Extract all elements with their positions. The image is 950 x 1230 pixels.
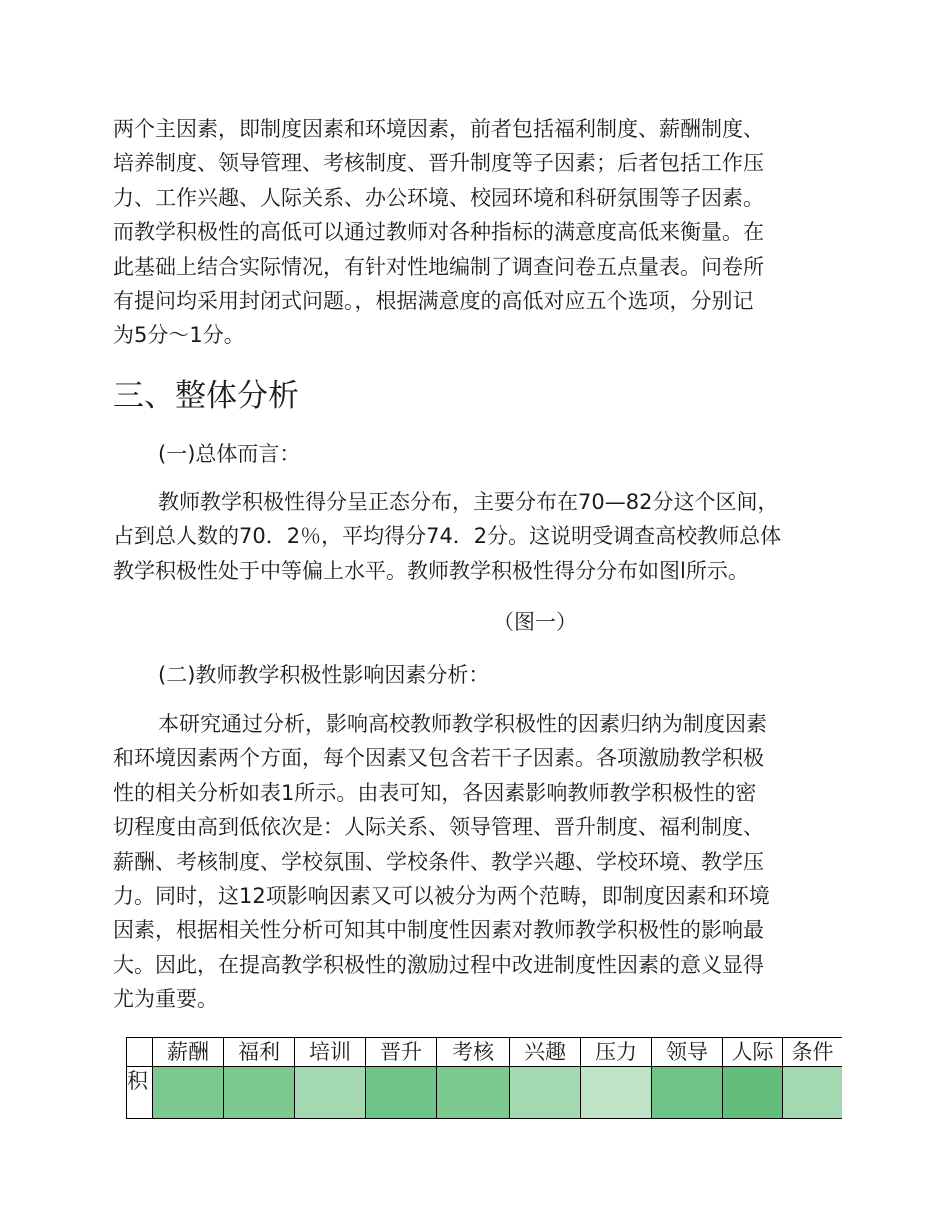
table-header-cell: 薪酬 (153, 1038, 224, 1067)
table-header-cell: 培训 (295, 1038, 366, 1067)
table-value-cell (723, 1067, 783, 1119)
table-header-cell: 领导 (652, 1038, 723, 1067)
table-header-cell: 福利 (224, 1038, 295, 1067)
table-value-cell (153, 1067, 224, 1119)
analysis-line: 性的相关分析如表1所示。由表可知，各因素影响教师教学积极性的密 (113, 780, 757, 805)
table-header-cell: 人际 (723, 1038, 783, 1067)
table-header-cell: 晋升 (366, 1038, 437, 1067)
overall-line: 占到总人数的70．2％，平均得分74．2分。这说明受调查高校教师总体 (113, 524, 782, 549)
subsection-heading-factors: (二)教师教学积极性影响因素分析： (158, 663, 490, 687)
intro-line: 为5分～1分。 (113, 323, 245, 348)
table-corner-cell (127, 1038, 153, 1067)
subsection-heading-overall: (一)总体而言： (158, 442, 301, 466)
table-value-cell (652, 1067, 723, 1119)
analysis-line: 大。因此，在提高教学积极性的激励过程中改进制度性因素的意义显得 (113, 952, 764, 977)
table-header-cell: 兴趣 (510, 1038, 581, 1067)
table-header-row (127, 1038, 843, 1067)
table-value-cell (224, 1067, 295, 1119)
intro-line: 而教学积极性的高低可以通过教师对各种指标的满意度高低来衡量。在 (113, 220, 764, 245)
analysis-line: 切程度由高到低依次是：人际关系、领导管理、晋升制度、福利制度、 (113, 815, 764, 840)
analysis-line: 尤为重要。 (113, 987, 218, 1012)
overall-paragraph (113, 485, 843, 588)
table-value-cell (366, 1067, 437, 1119)
analysis-line: 和环境因素两个方面，每个因素又包含若干子因素。各项激励教学积极 (113, 746, 764, 771)
intro-line: 培养制度、领导管理、考核制度、晋升制度等子因素；后者包括工作压 (113, 151, 764, 176)
analysis-line: 本研究通过分析，影响高校教师教学积极性的因素归纳为制度因素 (158, 712, 767, 736)
analysis-line: 力。同时，这12项影响因素又可以被分为两个范畴，即制度因素和环境 (113, 883, 770, 908)
table-row (127, 1067, 843, 1119)
overall-line: 教学积极性处于中等偏上水平。教师教学积极性得分分布如图l所示。 (113, 558, 749, 583)
table-value-cell (437, 1067, 510, 1119)
intro-line: 力、工作兴趣、人际关系、办公环境、校园环境和科研氛围等子因素。 (113, 185, 764, 210)
figure-caption: （图一） (493, 610, 577, 634)
table-row-label: 积 (127, 1067, 153, 1119)
intro-line: 有提问均采用封闭式问题。，根据满意度的高低对应五个选项，分别记 (113, 288, 754, 313)
section-heading: 三、整体分析 (113, 378, 299, 414)
table-header-cell: 条件 (783, 1038, 843, 1067)
overall-line: 教师教学积极性得分呈正态分布，主要分布在70—82分这个区间， (158, 490, 779, 514)
table-value-cell (581, 1067, 652, 1119)
intro-line: 此基础上结合实际情况，有针对性地编制了调查问卷五点量表。问卷所 (113, 254, 764, 279)
analysis-paragraph (113, 707, 843, 1017)
table-header-cell: 压力 (581, 1038, 652, 1067)
table-value-cell (510, 1067, 581, 1119)
table-header-cell: 考核 (437, 1038, 510, 1067)
table-value-cell (295, 1067, 366, 1119)
analysis-line: 薪酬、考核制度、学校氛围、学校条件、教学兴趣、学校环境、教学压 (113, 849, 764, 874)
table-value-cell (783, 1067, 843, 1119)
analysis-line: 因素，根据相关性分析可知其中制度性因素对教师教学积极性的影响最 (113, 918, 764, 943)
intro-paragraph (113, 112, 843, 353)
intro-line: 两个主因素，即制度因素和环境因素，前者包括福利制度、薪酬制度、 (113, 117, 764, 141)
correlation-table (126, 1037, 842, 1119)
